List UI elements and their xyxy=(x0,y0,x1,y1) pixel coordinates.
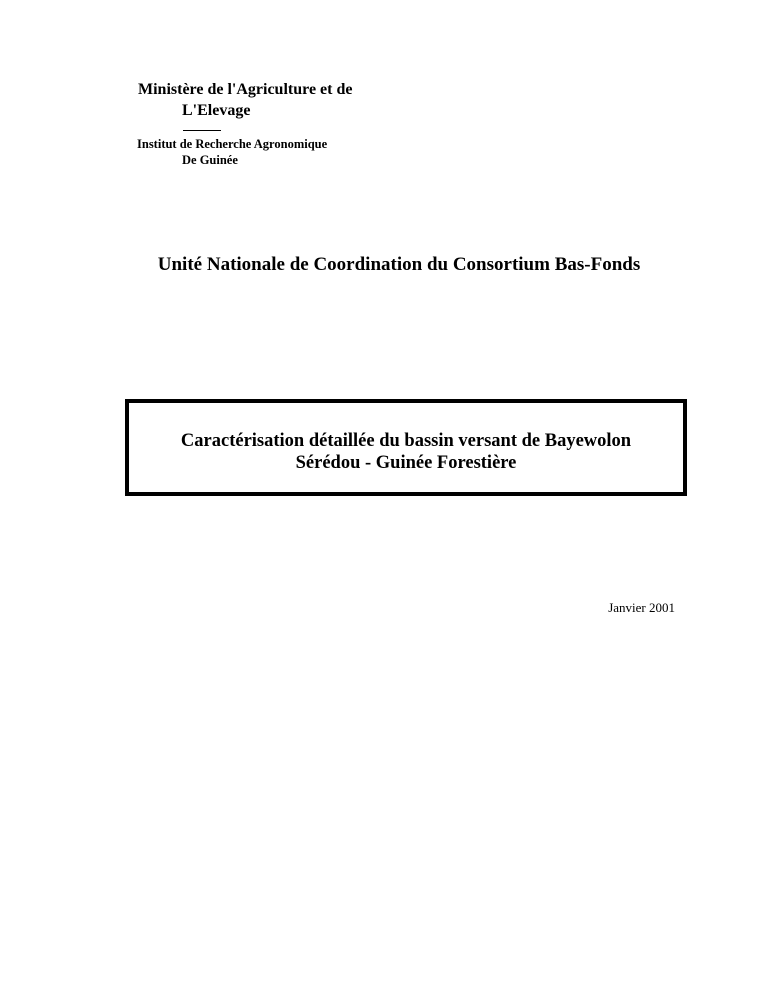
publication-date: Janvier 2001 xyxy=(608,600,675,615)
document-title-line2: Sérédou - Guinée Forestière xyxy=(295,453,517,473)
ministry-name-line1: Ministère de l'Agriculture et de xyxy=(138,81,353,98)
document-title-line1: Caractérisation détaillée du bassin versant de Bayewolon xyxy=(180,431,632,451)
document-title xyxy=(129,430,683,474)
unit-title: Unité Nationale de Coordination du Consortium Bas-Fonds xyxy=(157,254,641,275)
institute-name-line1: Institut de Recherche Agronomique xyxy=(137,137,328,151)
institute-name-line2: De Guinée xyxy=(182,153,238,167)
ministry-name-line2: L'Elevage xyxy=(182,102,251,119)
header-divider xyxy=(183,130,221,131)
document-title-box xyxy=(125,399,687,496)
